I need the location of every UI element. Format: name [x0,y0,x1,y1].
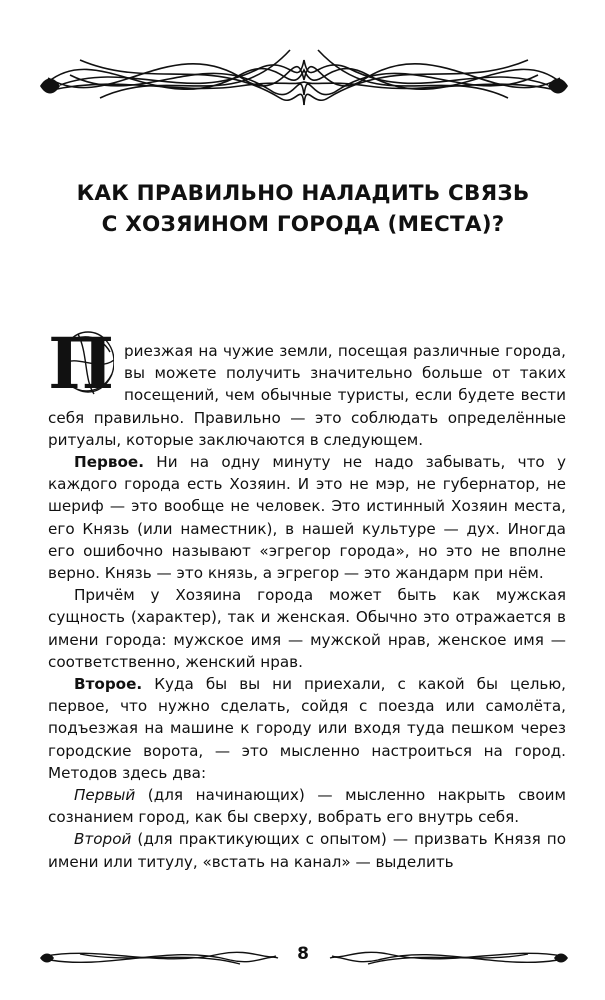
paragraph-6-lead: Второй [74,830,132,849]
paragraph-5-lead: Первый [74,786,136,805]
paragraph-6 [48,828,566,872]
title-line-2: С ХОЗЯИНОМ ГОРОДА (МЕСТА)? [101,212,505,237]
page-number: 8 [297,944,309,964]
paragraph-4 [48,673,566,784]
paragraph-2-lead: Первое. [74,453,144,472]
drop-cap [48,324,114,398]
paragraph-5 [48,784,566,828]
drop-cap-letter: П [48,324,114,398]
body-text [48,324,566,873]
paragraph-3: Причём у Хозяина города может быть как мужская сущность (характер), так и женская. Обычно это отражается в имени города: мужское имя — мужской нрав, женское имя — соответственно, женский нрав. [48,586,566,671]
paragraph-4-lead: Второе. [74,675,143,694]
paragraph-5-text: (для начинающих) — мысленно накрыть своим сознанием город, как бы сверху, вобрать его внутрь себя. [48,786,566,827]
paragraph-2-text: Ни на одну минуту не надо забывать, что у каждого города есть Хозяин. И это не мэр, не губернатор, не шериф — это вообще не человек. Это истинный Хозяин места, его Князь (или наместник), в нашей культуре — дух. Иногда его ошибочно называют «эгрегор города», но это не вполне верно. Князь — это князь, а эгрегор — это жандарм при нём. [48,453,566,583]
paragraph-4-text: Куда бы вы ни приехали, с какой бы целью, первое, что нужно сделать, сойдя с поезда или самолёта, подъезжая на машине к городу или входя туда пешком через городские ворота, — это мысленно настроиться на город. Методов здесь два: [48,675,566,782]
paragraph-1 [48,324,566,451]
paragraph-2 [48,451,566,584]
title-line-1: КАК ПРАВИЛЬНО НАЛАДИТЬ СВЯЗЬ [76,181,530,206]
top-ornament [40,20,568,130]
paragraph-6-text: (для практикующих с опытом) — призвать Князя по имени или титулу, «встать на канал» — выделить [48,830,566,871]
page-title [60,178,546,240]
paragraph-1-text: риезжая на чужие земли, посещая различные города, вы можете получить значительно больше от таких посещений, чем обычные туристы, если будете вести себя правильно. Правильно — это соблюдать определённые ритуалы, которые заключаются в следующем. [48,342,566,449]
